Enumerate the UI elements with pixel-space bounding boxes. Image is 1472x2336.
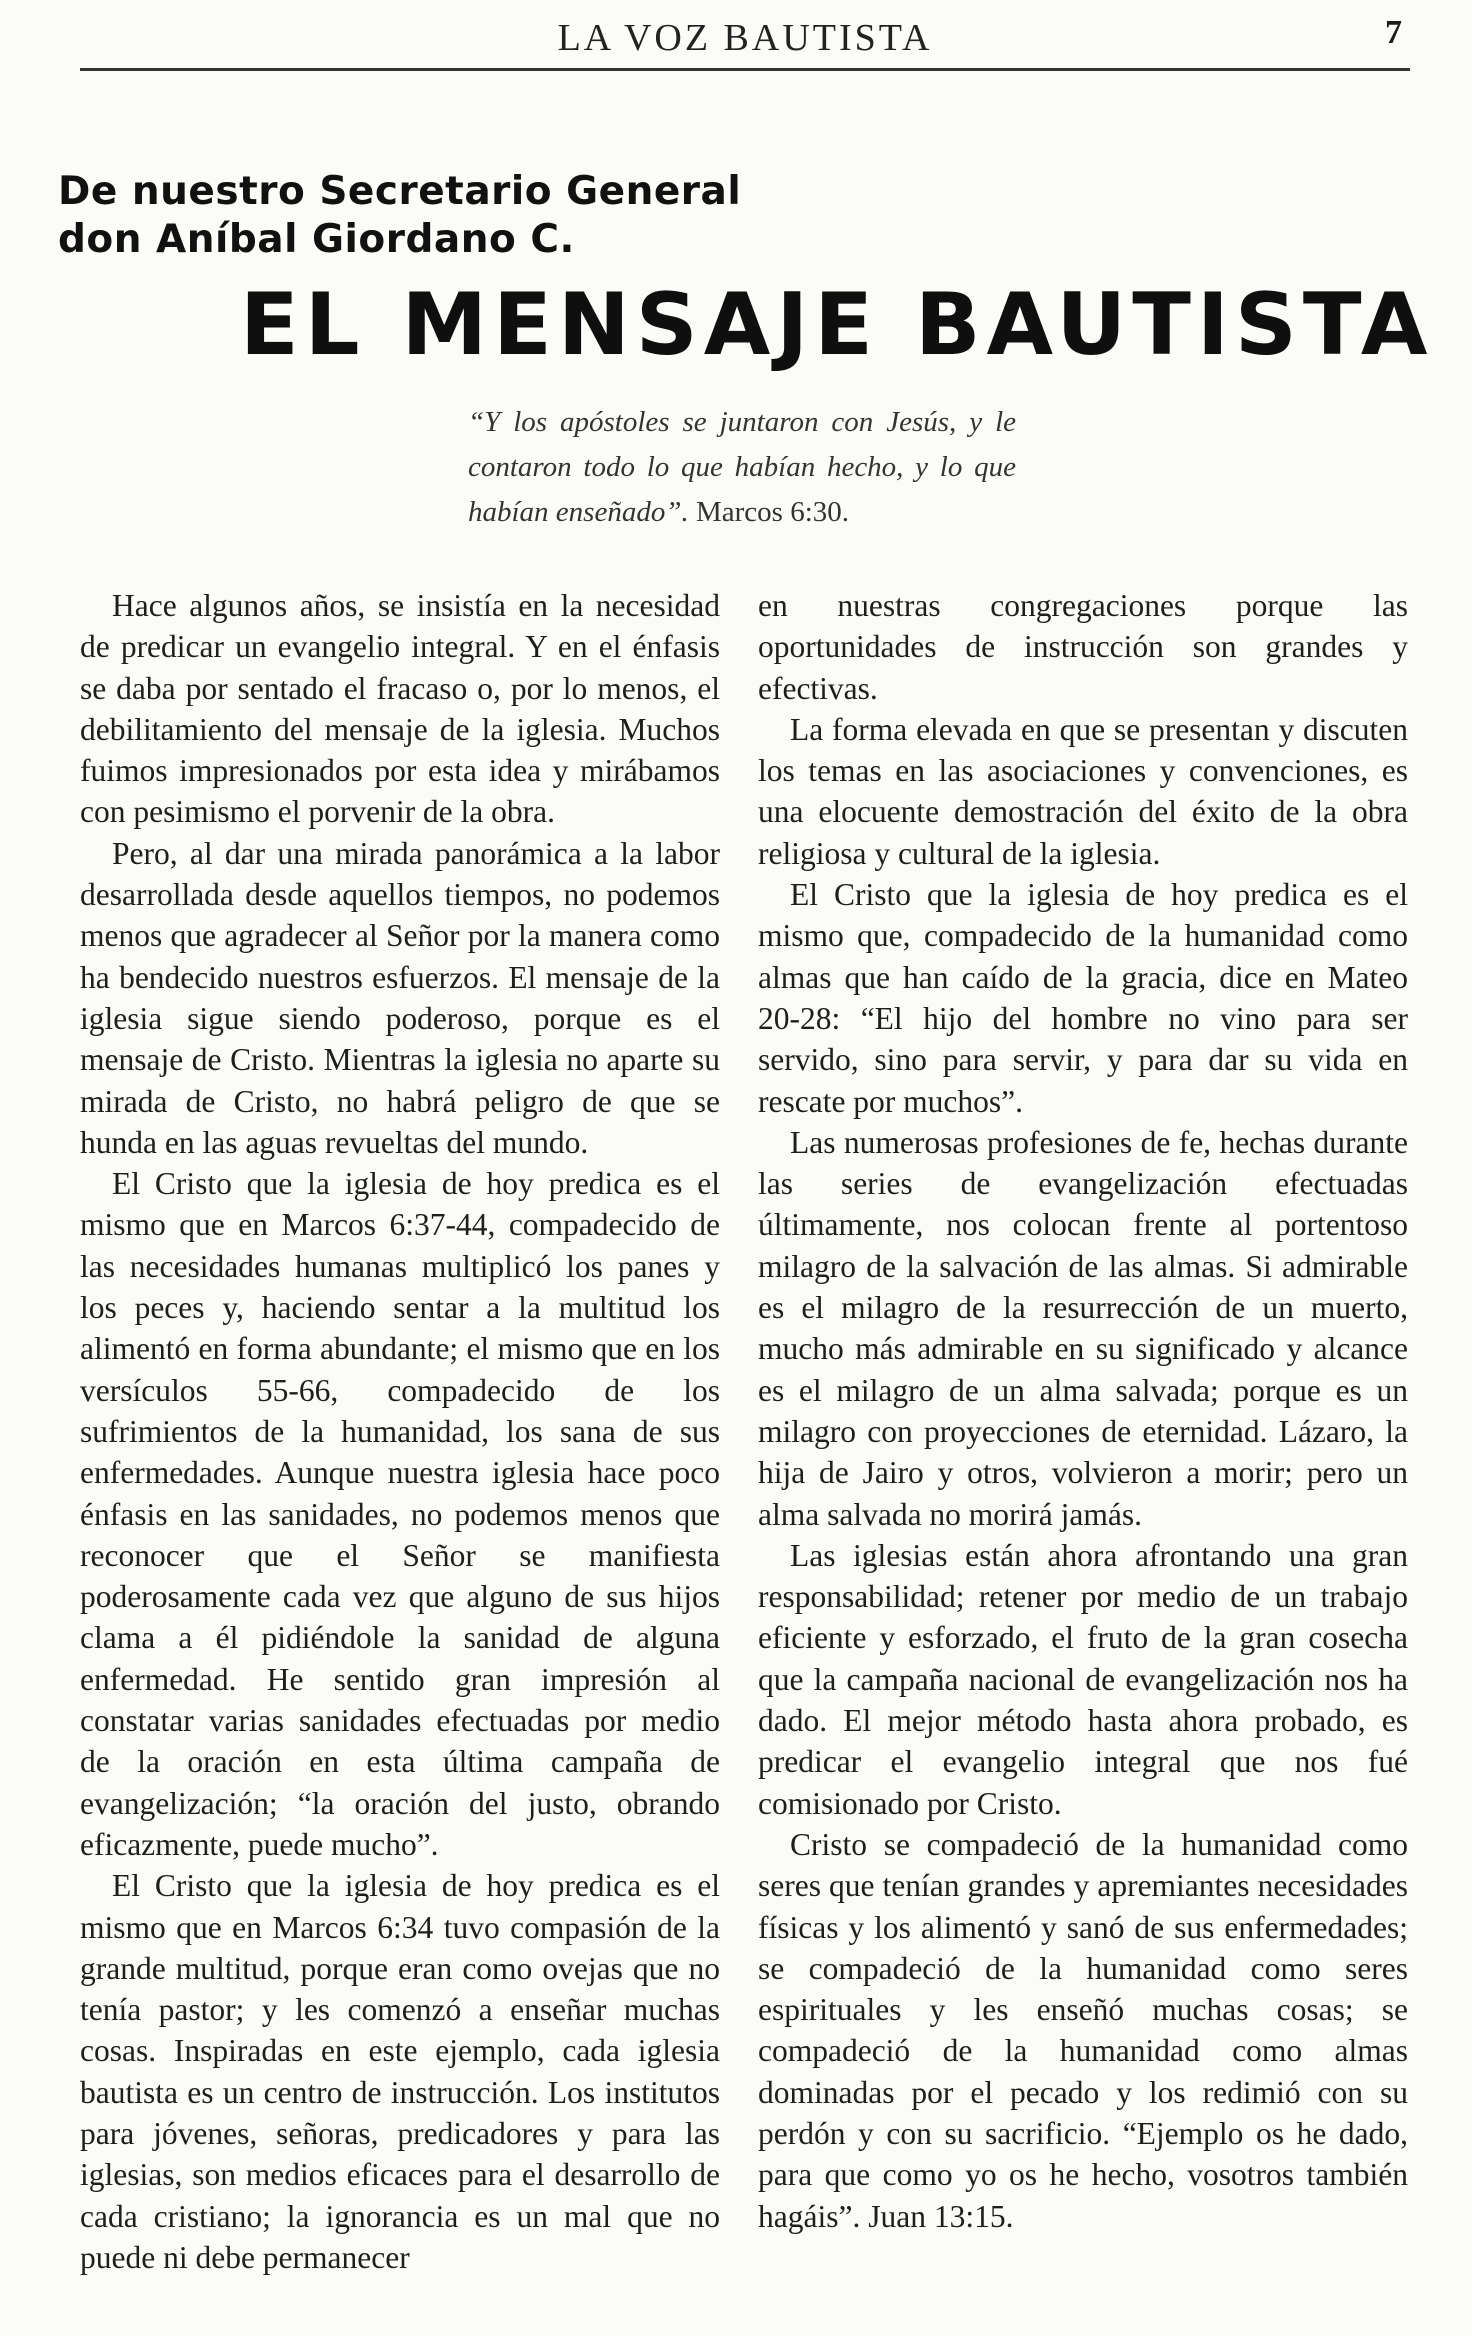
paragraph: Las numerosas profesiones de fe, hechas durante las series de evangelización efectuadas últimamente, nos colocan frente al portentoso milagro de la salvación de las almas. Si admirable es el milagro de la resurrección de un muerto, mucho más admirable en su significado y alcance es el milagro de un alma salvada; porque es un milagro con proyecciones de eternidad. Lázaro, la hija de Jairo y otros, volvieron a morir; pero un alma salvada no morirá jamás. bbox=[758, 1124, 1408, 1532]
paragraph: en nuestras congregaciones porque las oportunidades de instrucción son grandes y efectivas. bbox=[758, 588, 1408, 706]
paragraph: El Cristo que la iglesia de hoy predica es el mismo que en Marcos 6:37-44, compadecido de las necesidades humanas multiplicó los panes y los peces y, haciendo sentar a la multitud los alimentó en forma abundante; el mismo que en los versículos 55-66, compadecido de los sufrimientos de la humanidad, los sana de sus enfermedades. Aunque nuestra iglesia hace poco énfasis en las sanidades, no podemos menos que reconocer que el Señor se manifiesta poderosamente cada vez que alguno de sus hijos clama a él pidiéndole la sanidad de alguna enfermedad. He sentido gran impresión al constatar varias sanidades efectuadas por medio de la oración en esta última campaña de evangelización; “la oración del justo, obrando eficazmente, puede mucho”. bbox=[80, 1166, 720, 1862]
publication-title: LA VOZ BAUTISTA bbox=[557, 17, 933, 59]
paragraph: El Cristo que la iglesia de hoy predica es el mismo que, compadecido de la humanidad como almas que han caído de la gracia, dice en Mateo 20-28: “El hijo del hombre no vino para ser servido, sino para servir, y para dar su vida en rescate por muchos”. bbox=[758, 877, 1408, 1119]
paragraph: Las iglesias están ahora afrontando una gran responsabilidad; retener por medio de un trabajo eficiente y esforzado, el fruto de la gran cosecha que la campaña nacional de evangelización nos ha dado. El mejor método hasta ahora probado, es predicar el evangelio integral que nos fué comisionado por Cristo. bbox=[758, 1537, 1408, 1821]
paragraph: La forma elevada en que se presentan y discuten los temas en las asociaciones y convenciones, es una elocuente demostración del éxito de la obra religiosa y cultural de la iglesia. bbox=[758, 711, 1408, 871]
epigraph-reference: Marcos 6:30. bbox=[695, 496, 849, 528]
epigraph bbox=[468, 400, 1016, 535]
paragraph: Pero, al dar una mirada panorámica a la labor desarrollada desde aquellos tiempos, no podemos menos que agradecer al Señor por la manera como ha bendecido nuestros esfuerzos. El mensaje de la iglesia sigue siendo poderoso, porque es el mensaje de Cristo. Mientras la iglesia no aparte su mirada de Cristo, no habrá peligro de que se hunda en las aguas revueltas del mundo. bbox=[80, 835, 720, 1160]
byline bbox=[58, 168, 741, 264]
article-headline: EL MENSAJE BAUTISTA bbox=[240, 275, 1434, 375]
right-column bbox=[758, 585, 1408, 2237]
paragraph: Cristo se compadeció de la humanidad como seres que tenían grandes y apremiantes necesidades físicas y los alimentó y sanó de sus enfermedades; se compadeció de la humanidad como seres espirituales y les enseñó muchas cosas; se compadeció de la humanidad como almas dominadas por el pecado y los redimió con su perdón y con su sacrificio. “Ejemplo os he dado, para que como yo os he hecho, vosotros también hagáis”. Juan 13:15. bbox=[758, 1826, 1408, 2234]
paragraph: Hace algunos años, se insistía en la necesidad de predicar un evangelio integral. Y en el énfasis se daba por sentado el fracaso o, por lo menos, el debilitamiento del mensaje de la iglesia. Muchos fuimos impresionados por esta idea y mirábamos con pesimismo el porvenir de la obra. bbox=[80, 588, 720, 830]
epigraph-quote: “Y los apóstoles se juntaron con Jesús, y le contaron todo lo que habían hecho, y lo que habían enseñado”. bbox=[468, 406, 1016, 528]
paragraph: El Cristo que la iglesia de hoy predica es el mismo que en Marcos 6:34 tuvo compasión de la grande multitud, porque eran como ovejas que no tenía pastor; y les comenzó a enseñar muchas cosas. Inspiradas en este ejemplo, cada iglesia bautista es un centro de instrucción. Los institutos para jóvenes, señoras, predicadores y para las iglesias, son medios eficaces para el desarrollo de cada cristiano; la ignorancia es un mal que no puede ni debe permanecer bbox=[80, 1868, 720, 2275]
byline-line-2: don Aníbal Giordano C. bbox=[58, 217, 575, 262]
page-number: 7 bbox=[1385, 14, 1402, 51]
running-header bbox=[80, 8, 1410, 71]
byline-line-1: De nuestro Secretario General bbox=[58, 169, 742, 214]
left-column bbox=[80, 585, 720, 2278]
